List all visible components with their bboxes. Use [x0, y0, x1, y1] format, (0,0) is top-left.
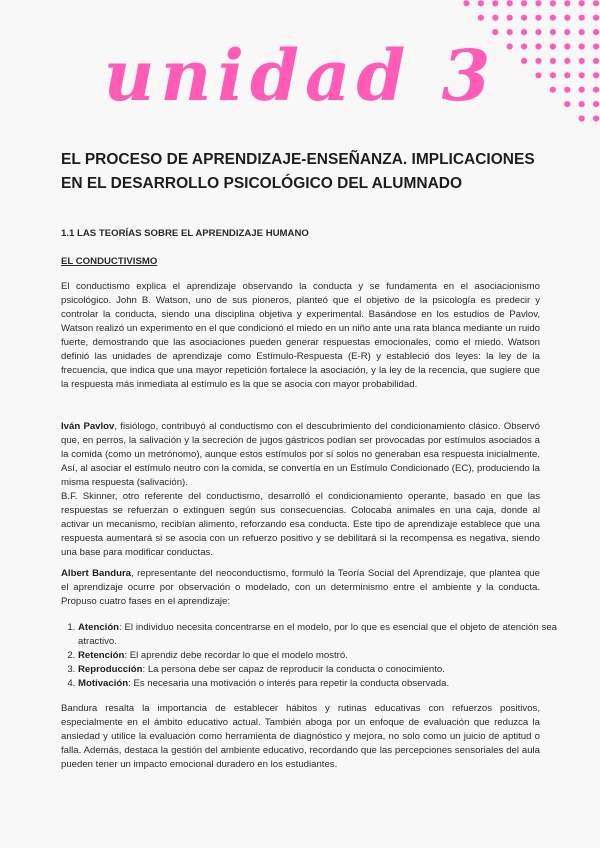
phase-text: : Es necesaria una motivación o interés para repetir la conducta observada. — [128, 678, 450, 689]
dot — [478, 15, 484, 21]
phases-list — [61, 621, 557, 691]
dot — [564, 15, 570, 21]
list-item — [78, 663, 557, 677]
phase-term: Atención — [78, 622, 120, 633]
unit-title: unidad 3 — [103, 34, 497, 117]
pavlov-text: , fisiólogo, contribuyó al conductismo con el descubrimiento del condicionamiento clásico. Observó que, en perros, la salivación y la secreción de jugos gástricos podían ser provocadas por estímulos asociados a la comida (como un metrónomo), aunque estos estímulos por sí solos no generaban esa respuesta inicialmente. Así, al asociar el estímulo neutro con la comida, se convertía en un Estímulo Condicionado (EC), produciendo la misma respuesta (salivación). — [61, 421, 540, 488]
bandura-text: , representante del neoconductismo, formuló la Teoría Social del Aprendizaje, que plantea que el aprendizaje ocurre por observación o modelado, con un determinismo entre el ambiente y la conducta. Propuso cuatro fases en el aprendizaje: — [61, 568, 540, 607]
paragraph-skinner: B.F. Skinner, otro referente del conductismo, desarrolló el condicionamiento operante, basado en que las respuestas se refuerzan o extinguen según sus consecuencias. Colocaba animales en una caja, donde al activar un mecanismo, recibían alimento, reforzando esa conducta. Este tipo de aprendizaje establece que una respuesta aumentará si se asocia con un refuerzo positivo y se debilitará si la recompensa es negativa, siendo una base para modificar conductas. — [61, 491, 540, 558]
dot — [593, 15, 599, 21]
list-item — [78, 649, 557, 663]
paragraph-bandura-conclusion: Bandura resalta la importancia de establecer hábitos y rutinas educativas con refuerzos positivos, especialmente en el ámbito educativo actual. También aboga por un enfoque de evaluación que reduzca la ansiedad y utilice la evaluación como herramienta de diagnóstico y mejora, no solo como un juicio de aptitud o falla. Además, destaca la gestión del ambiente educativo, recordando que las percepciones sensoriales del aula pueden tener un impacto emocional duradero en los estudiantes. — [61, 703, 540, 770]
phase-text: : El aprendiz debe recordar lo que el modelo mostró. — [124, 650, 348, 661]
dot — [564, 0, 570, 6]
paragraph-bandura — [61, 567, 540, 609]
dot — [492, 0, 498, 6]
phase-term: Motivación — [78, 678, 129, 689]
bandura-name: Albert Bandura — [61, 568, 132, 579]
pavlov-name: Iván Pavlov — [61, 421, 115, 432]
paragraph-conductismo: El conductismo explica el aprendizaje observando la conducta y se fundamenta en el asociacionismo psicológico. John B. Watson, uno de sus pioneros, planteó que el objetivo de la psicología es predecir y controlar la conducta, siendo una disciplina objetiva y experimental. Basándose en los estudios de Pavlov, Watson realizó un experimento en el que condicionó el miedo en un niño ante una rata blanca mediante un ruido fuerte, demostrando que las asociaciones pueden generar respuestas emocionales, como el miedo. Watson definió las unidades de aprendizaje como Estímulo-Respuesta (E-R) y estableció dos leyes: la ley de la frecuencia, que indica que una mayor repetición fortalece la asociación, y la ley de la recencia, que sugiere que la respuesta más inmediata al estímulo es la que se asocia con mayor probabilidad. — [61, 281, 540, 390]
paragraph-pavlov — [61, 420, 540, 490]
phase-text: : La persona debe ser capaz de reproducir la conducta o conocimiento. — [142, 664, 445, 675]
section-heading: 1.1 LAS TEORÍAS SOBRE EL APRENDIZAJE HUMANO — [61, 228, 309, 239]
list-item — [78, 677, 557, 691]
dot — [507, 15, 513, 21]
dot — [463, 0, 469, 6]
dot — [521, 0, 527, 6]
dot — [579, 15, 585, 21]
dot — [550, 0, 556, 6]
phase-text: : El individuo necesita concentrarse en el modelo, por lo que es esencial que el objeto de atención sea atractivo. — [78, 622, 557, 647]
dot — [507, 0, 513, 6]
dot — [478, 0, 484, 6]
phase-term: Reproducción — [78, 664, 143, 675]
page-title: EL PROCESO DE APRENDIZAJE-ENSEÑANZA. IMPLICACIONES EN EL DESARROLLO PSICOLÓGICO DEL ALUMNADO — [61, 151, 535, 192]
dot — [521, 15, 527, 21]
dot — [550, 15, 556, 21]
dot — [593, 0, 599, 6]
list-item — [78, 621, 557, 649]
phase-term: Retención — [78, 650, 125, 661]
dot — [535, 0, 541, 6]
dot — [535, 15, 541, 21]
subsection-heading: EL CONDUCTIVISMO — [61, 256, 158, 267]
dot — [492, 15, 498, 21]
dot — [579, 0, 585, 6]
